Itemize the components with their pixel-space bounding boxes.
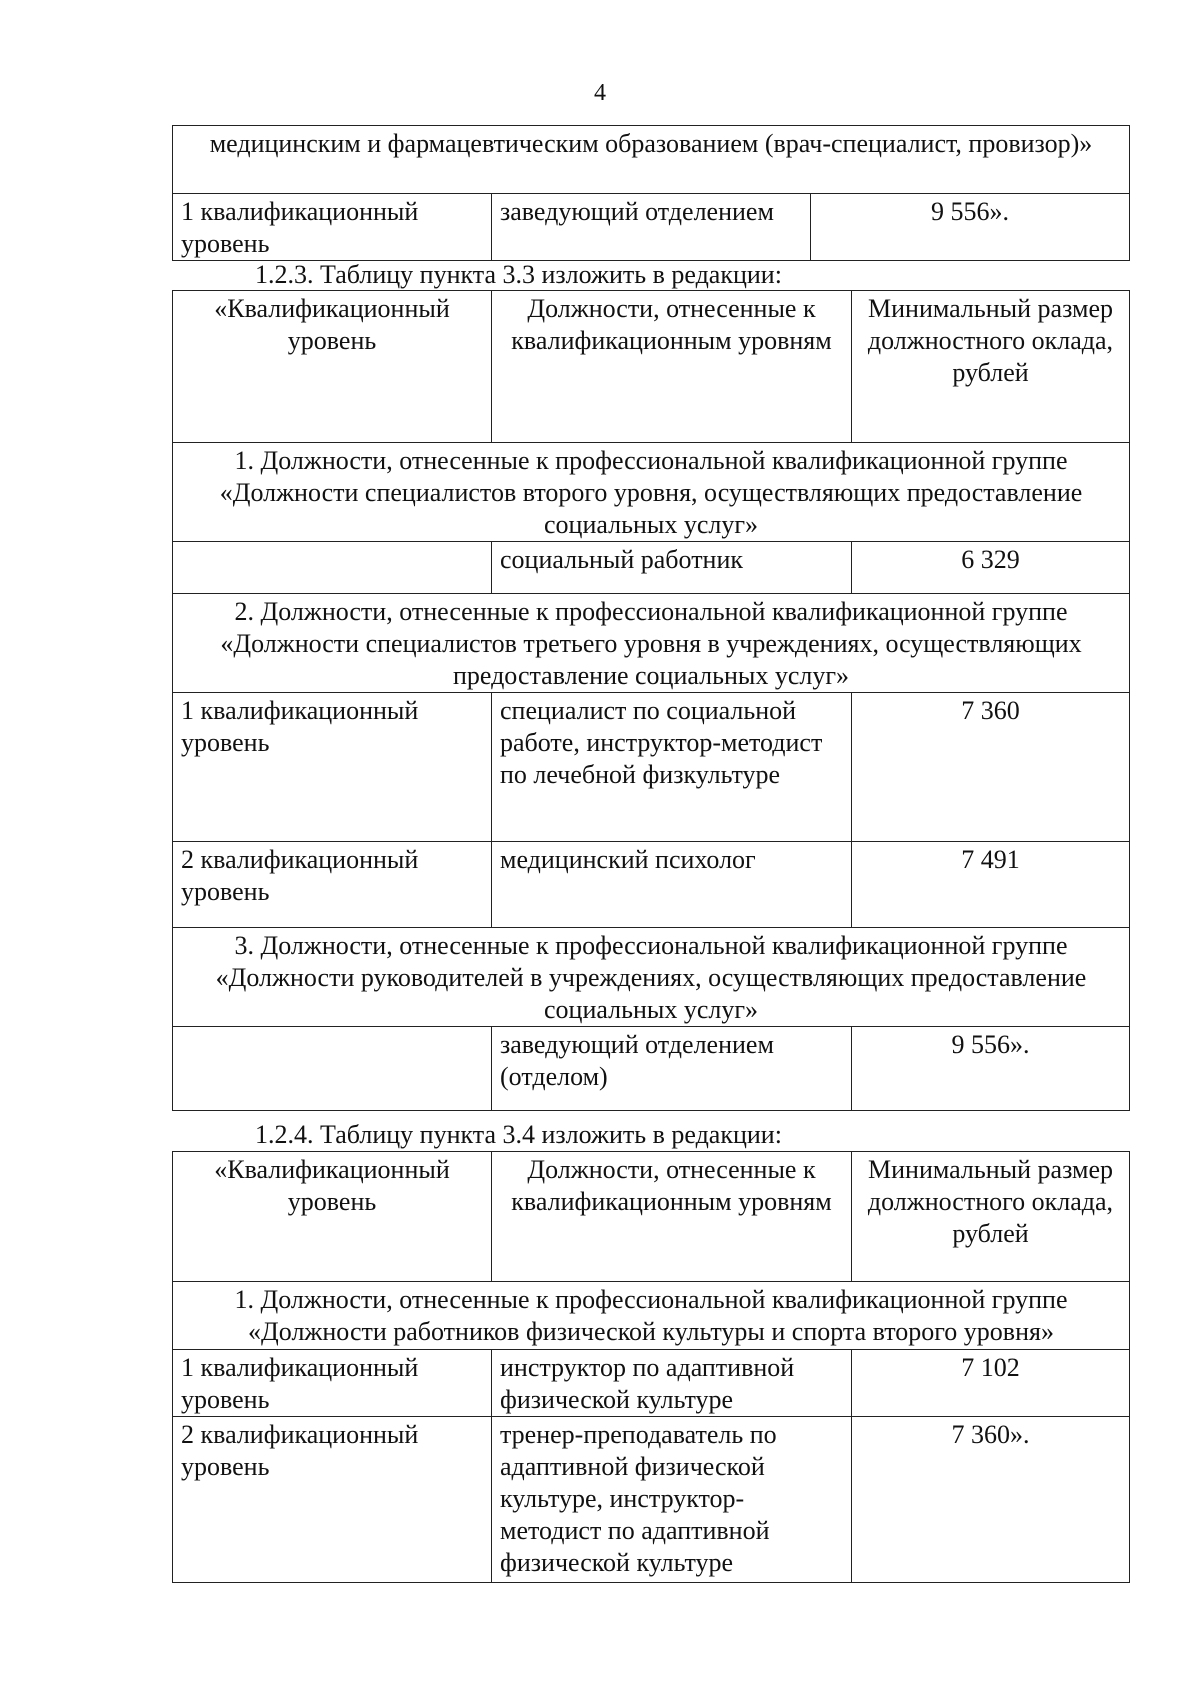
salary-cell: 9 556».: [852, 1027, 1130, 1111]
header-level: «Квалификационный уровень: [173, 1152, 492, 1282]
table-row: [173, 842, 1130, 928]
table-row: [173, 1027, 1130, 1111]
header-position: Должности, отнесенные к квалификационным уровням: [492, 291, 852, 443]
table-continuation: [172, 125, 1130, 261]
salary-cell: 7 360: [852, 693, 1130, 842]
header-salary: Минимальный размер должностного оклада, рублей: [852, 1152, 1130, 1282]
header-level: «Квалификационный уровень: [173, 291, 492, 443]
header-row: [173, 1152, 1130, 1282]
paragraph-1-2-3: 1.2.3. Таблицу пункта 3.3 изложить в редакции:: [255, 260, 782, 289]
level-cell: 2 квалификационный уровень: [173, 842, 492, 928]
position-cell: медицинский психолог: [492, 842, 852, 928]
header-salary: Минимальный размер должностного оклада, рублей: [852, 291, 1130, 443]
position-cell: заведующий отделением (отделом): [492, 1027, 852, 1111]
position-cell: инструктор по адаптивной физической культуре: [492, 1350, 852, 1417]
table-row: [173, 1417, 1130, 1583]
level-cell: [173, 1027, 492, 1111]
position-cell: тренер-преподаватель по адаптивной физической культуре, инструктор-методист по адаптивной физической культуре: [492, 1417, 852, 1583]
group-heading: 2. Должности, отнесенные к профессиональной квалификационной группе «Должности специалистов третьего уровня в учреждениях, осуществляющих предоставление социальных услуг»: [173, 594, 1130, 693]
table-row: [173, 194, 1130, 261]
salary-cell: 7 360».: [852, 1417, 1130, 1583]
level-cell: 1 квалификационный уровень: [173, 1350, 492, 1417]
header-row: [173, 291, 1130, 443]
table-3-4: [172, 1151, 1130, 1583]
salary-cell: 6 329: [852, 542, 1130, 594]
paragraph-1-2-4: 1.2.4. Таблицу пункта 3.4 изложить в редакции:: [255, 1120, 782, 1149]
salary-cell: 7 102: [852, 1350, 1130, 1417]
table-3-3: [172, 290, 1130, 1111]
table-row: [173, 1350, 1130, 1417]
position-cell: заведующий отделением: [492, 194, 811, 261]
table-row: [173, 693, 1130, 842]
group-heading: медицинским и фармацевтическим образованием (врач-специалист, провизор)»: [173, 126, 1130, 194]
page-number: 4: [594, 80, 606, 106]
salary-cell: 7 491: [852, 842, 1130, 928]
level-cell: 2 квалификационный уровень: [173, 1417, 492, 1583]
level-cell: 1 квалификационный уровень: [173, 693, 492, 842]
header-position: Должности, отнесенные к квалификационным уровням: [492, 1152, 852, 1282]
level-cell: [173, 542, 492, 594]
group-heading: 3. Должности, отнесенные к профессиональной квалификационной группе «Должности руководителей в учреждениях, осуществляющих предоставление социальных услуг»: [173, 928, 1130, 1027]
level-cell: 1 квалификационный уровень: [173, 194, 492, 261]
group-heading: 1. Должности, отнесенные к профессиональной квалификационной группе «Должности специалистов второго уровня, осуществляющих предоставление социальных услуг»: [173, 443, 1130, 542]
table-row: [173, 542, 1130, 594]
group-heading: 1. Должности, отнесенные к профессиональной квалификационной группе «Должности работников физической культуры и спорта второго уровня»: [173, 1282, 1130, 1350]
salary-cell: 9 556».: [811, 194, 1130, 261]
position-cell: специалист по социальной работе, инструктор-методист по лечебной физкультуре: [492, 693, 852, 842]
position-cell: социальный работник: [492, 542, 852, 594]
